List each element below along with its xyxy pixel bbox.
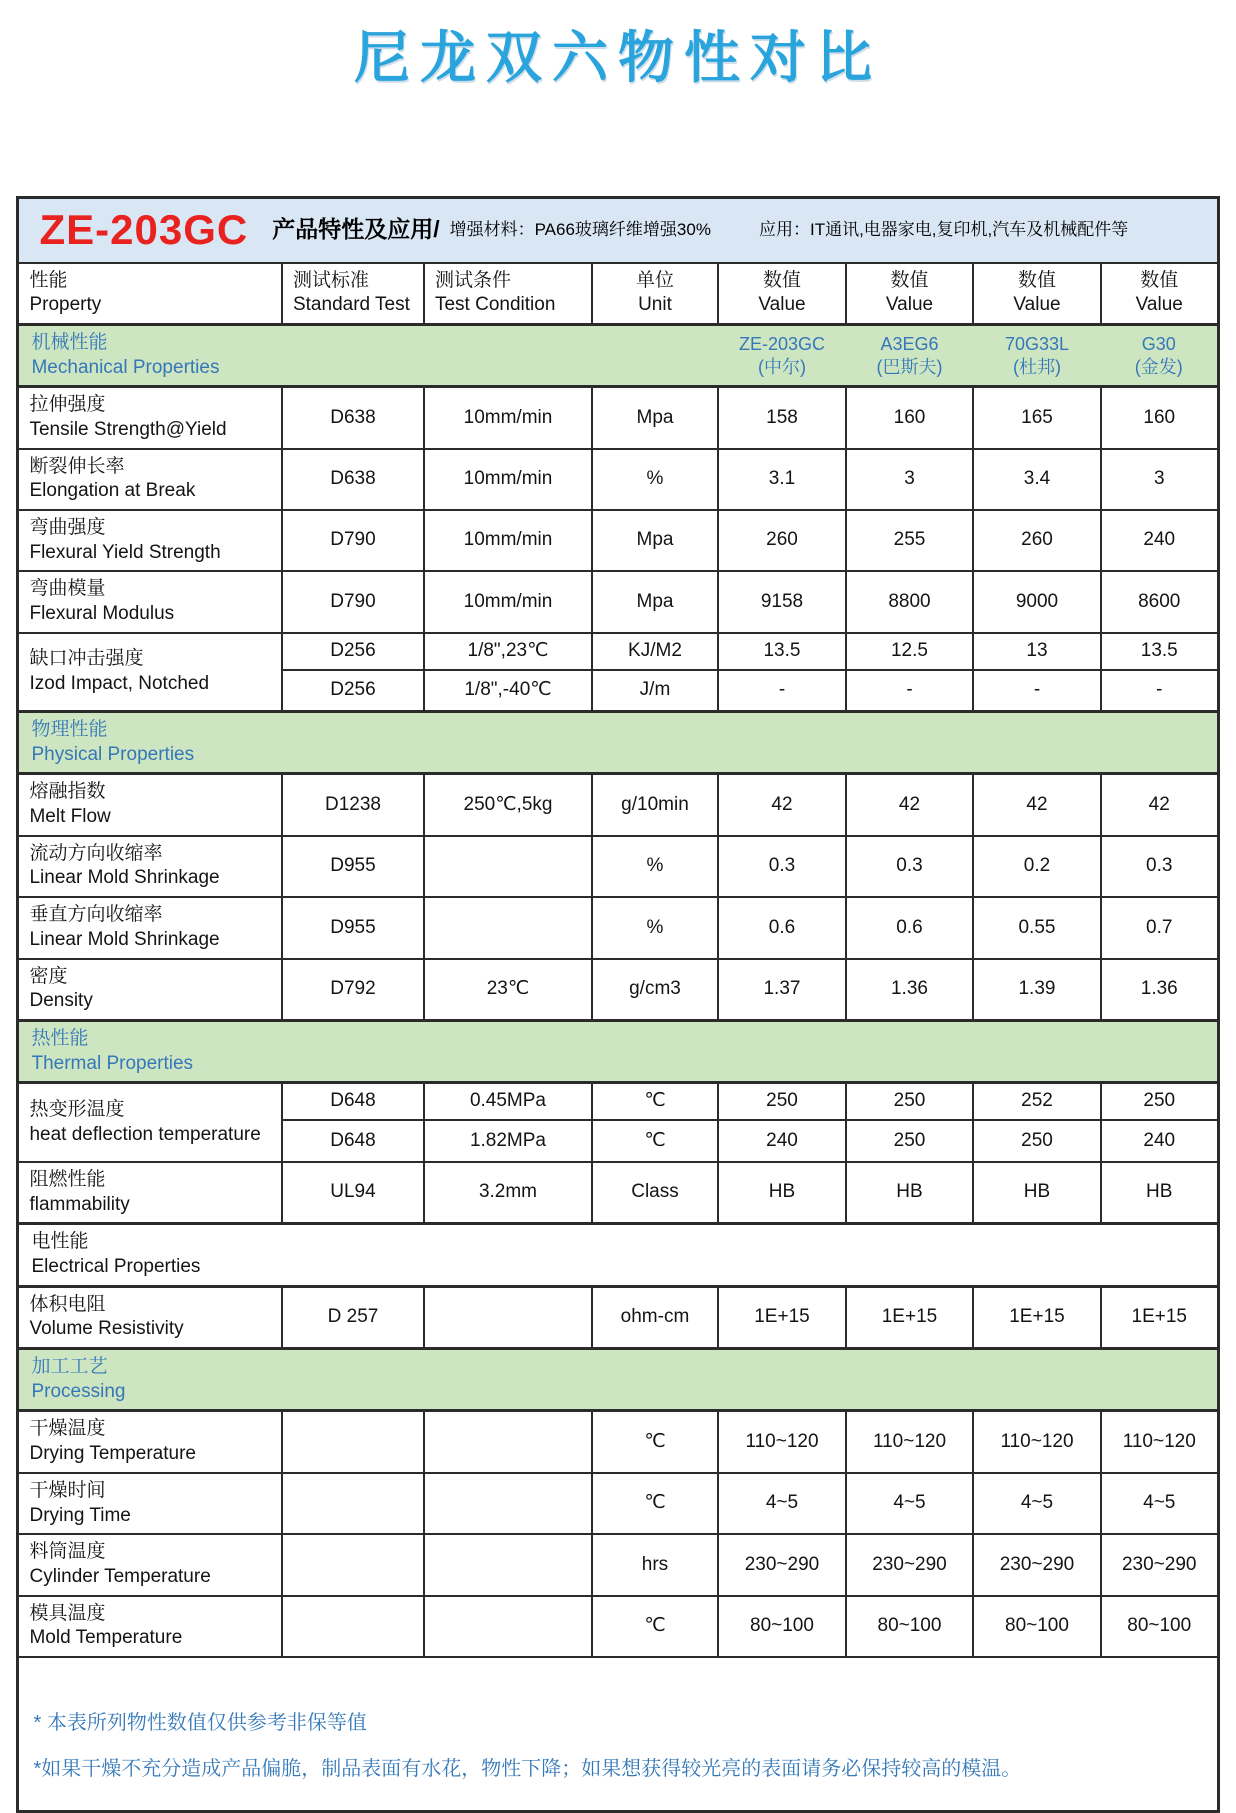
property-cell	[18, 1411, 282, 1473]
brand-maker: (巴斯夫)	[876, 356, 943, 377]
property-cell	[18, 571, 282, 632]
value-cell-3: -	[1101, 670, 1218, 712]
table-row	[18, 449, 1218, 510]
value-cell-3: 4~5	[1101, 1473, 1218, 1534]
condition-cell: 3.2mm	[424, 1162, 592, 1224]
property-cell	[18, 1083, 282, 1162]
footer-notes-row	[18, 1657, 1218, 1812]
value-cell-3: 0.7	[1101, 897, 1218, 958]
unit-cell: ohm-cm	[592, 1286, 718, 1348]
property-cell	[18, 1473, 282, 1534]
standard-cell	[282, 1473, 424, 1534]
standard-cell: D955	[282, 897, 424, 958]
condition-cell: 1/8",23℃	[424, 633, 592, 670]
property-zh: 模具温度	[29, 1602, 106, 1624]
product-material: 增强材料：PA66玻璃纤维增强30%	[449, 220, 711, 240]
property-en: flammability	[29, 1193, 130, 1215]
section-title-thermal	[18, 1020, 1218, 1082]
section-band-processing	[18, 1349, 1218, 1411]
property-en: Flexural Modulus	[29, 603, 175, 625]
section-title-en: Electrical Properties	[31, 1256, 201, 1278]
table-row	[18, 1534, 1218, 1595]
unit-cell: ℃	[592, 1083, 718, 1120]
col-header-standard: 测试标准 Standard Test	[282, 263, 424, 325]
value-cell-3: 230~290	[1101, 1534, 1218, 1595]
value-cell-0: 0.6	[718, 897, 846, 958]
value-cell-1: HB	[846, 1162, 973, 1224]
property-cell	[18, 633, 282, 712]
value-cell-3: 42	[1101, 774, 1218, 836]
section-title-en: Processing	[31, 1380, 126, 1402]
value-cell-3: 0.3	[1101, 836, 1218, 897]
unit-cell: ℃	[592, 1120, 718, 1162]
value-cell-1: 3	[846, 449, 973, 510]
property-en: Drying Time	[29, 1504, 131, 1526]
section-title-zh: 机械性能	[31, 331, 108, 353]
section-title-zh: 加工工艺	[31, 1356, 108, 1378]
condition-cell	[424, 897, 592, 958]
property-zh: 断裂伸长率	[29, 455, 125, 477]
value-cell-3: 240	[1101, 510, 1218, 571]
value-cell-2: 4~5	[973, 1473, 1101, 1534]
condition-cell	[424, 1473, 592, 1534]
condition-cell	[424, 1286, 592, 1348]
value-cell-1: 255	[846, 510, 973, 571]
unit-cell: g/10min	[592, 774, 718, 836]
column-header-row	[18, 263, 1218, 325]
section-title-en: Mechanical Properties	[31, 356, 220, 378]
section-band-mechanical	[18, 324, 1218, 386]
value-cell-1: 0.3	[846, 836, 973, 897]
value-cell-2: 110~120	[973, 1411, 1101, 1473]
unit-cell: KJ/M2	[592, 633, 718, 670]
condition-cell: 23℃	[424, 959, 592, 1021]
table-row	[18, 897, 1218, 958]
value-cell-1: 250	[846, 1083, 973, 1120]
value-cell-1: 8800	[846, 571, 973, 632]
value-cell-2: 42	[973, 774, 1101, 836]
property-zh: 流动方向收缩率	[29, 842, 163, 864]
standard-cell: D790	[282, 510, 424, 571]
condition-cell: 10mm/min	[424, 387, 592, 449]
value-cell-2: 1.39	[973, 959, 1101, 1021]
value-cell-1: 0.6	[846, 897, 973, 958]
property-en: Cylinder Temperature	[29, 1565, 211, 1587]
property-zh: 垂直方向收缩率	[29, 904, 163, 926]
table-row	[18, 387, 1218, 449]
value-cell-1: 12.5	[846, 633, 973, 670]
standard-cell: D648	[282, 1120, 424, 1162]
property-zh: 缺口冲击强度	[29, 648, 144, 670]
value-cell-2: 250	[973, 1120, 1101, 1162]
property-cell	[18, 774, 282, 836]
value-cell-1: 230~290	[846, 1534, 973, 1595]
value-cell-2: 165	[973, 387, 1101, 449]
property-zh: 热变形温度	[29, 1098, 125, 1120]
brand-header-2	[973, 324, 1101, 386]
value-cell-2: 0.55	[973, 897, 1101, 958]
property-zh: 弯曲模量	[29, 578, 106, 600]
property-zh: 干燥时间	[29, 1479, 106, 1501]
property-cell	[18, 1596, 282, 1657]
value-cell-3: 160	[1101, 387, 1218, 449]
value-cell-3: 110~120	[1101, 1411, 1218, 1473]
brand-code: G30	[1141, 334, 1176, 355]
property-en: Melt Flow	[29, 806, 111, 828]
footnote-1: * 本表所列物性数值仅供参考非保等值	[33, 1711, 367, 1734]
unit-cell: J/m	[592, 670, 718, 712]
value-cell-0: 250	[718, 1083, 846, 1120]
property-zh: 熔融指数	[29, 781, 106, 803]
value-cell-2: 1E+15	[973, 1286, 1101, 1348]
section-title-zh: 电性能	[31, 1231, 89, 1253]
table-row	[18, 633, 1218, 670]
page-title: 尼龙双六物性对比	[354, 26, 882, 89]
section-title-processing	[18, 1349, 1218, 1411]
brand-code: ZE-203GC	[738, 334, 825, 355]
standard-cell: D1238	[282, 774, 424, 836]
value-cell-3: 80~100	[1101, 1596, 1218, 1657]
product-feature-label: 产品特性及应用/	[272, 216, 440, 243]
brand-header-0	[718, 324, 846, 386]
condition-cell: 10mm/min	[424, 571, 592, 632]
value-cell-1: 80~100	[846, 1596, 973, 1657]
property-cell	[18, 836, 282, 897]
unit-cell: hrs	[592, 1534, 718, 1595]
property-zh: 密度	[29, 965, 68, 987]
section-title-mechanical	[18, 324, 718, 386]
section-band-electrical	[18, 1224, 1218, 1286]
col-header-unit: 单位 Unit	[592, 263, 718, 325]
value-cell-1: 42	[846, 774, 973, 836]
unit-cell: Mpa	[592, 387, 718, 449]
section-band-thermal	[18, 1020, 1218, 1082]
property-cell	[18, 387, 282, 449]
property-cell	[18, 510, 282, 571]
brand-maker: (杜邦)	[1012, 356, 1061, 377]
value-cell-2: 260	[973, 510, 1101, 571]
standard-cell: D638	[282, 449, 424, 510]
value-cell-0: 80~100	[718, 1596, 846, 1657]
section-title-zh: 热性能	[31, 1027, 89, 1049]
standard-cell: D638	[282, 387, 424, 449]
value-cell-0: 230~290	[718, 1534, 846, 1595]
value-cell-2: 0.2	[973, 836, 1101, 897]
col-header-condition: 测试条件 Test Condition	[424, 263, 592, 325]
col-header-value-3: 数值 Value	[973, 263, 1101, 325]
table-row	[18, 959, 1218, 1021]
value-cell-0: -	[718, 670, 846, 712]
unit-cell: %	[592, 449, 718, 510]
product-header-band	[18, 198, 1218, 263]
value-cell-1: -	[846, 670, 973, 712]
value-cell-3: HB	[1101, 1162, 1218, 1224]
standard-cell: UL94	[282, 1162, 424, 1224]
col-header-value-2: 数值 Value	[846, 263, 973, 325]
value-cell-0: 9158	[718, 571, 846, 632]
value-cell-0: 42	[718, 774, 846, 836]
standard-cell: D 257	[282, 1286, 424, 1348]
value-cell-0: 240	[718, 1120, 846, 1162]
unit-cell: %	[592, 836, 718, 897]
condition-cell	[424, 836, 592, 897]
table-row	[18, 774, 1218, 836]
table-row	[18, 1473, 1218, 1534]
table-row	[18, 1286, 1218, 1348]
value-cell-1: 1E+15	[846, 1286, 973, 1348]
table-body	[18, 324, 1218, 1657]
property-cell	[18, 449, 282, 510]
value-cell-3: 13.5	[1101, 633, 1218, 670]
property-en: Izod Impact, Notched	[29, 672, 210, 694]
standard-cell	[282, 1534, 424, 1595]
section-title-physical	[18, 712, 1218, 774]
unit-cell: ℃	[592, 1411, 718, 1473]
standard-cell	[282, 1596, 424, 1657]
unit-cell: Mpa	[592, 571, 718, 632]
value-cell-2: 230~290	[973, 1534, 1101, 1595]
property-en: Linear Mold Shrinkage	[29, 928, 220, 950]
value-cell-0: 1E+15	[718, 1286, 846, 1348]
property-zh: 料筒温度	[29, 1541, 106, 1563]
unit-cell: Class	[592, 1162, 718, 1224]
property-cell	[18, 1162, 282, 1224]
condition-cell: 0.45MPa	[424, 1083, 592, 1120]
properties-table	[16, 196, 1219, 1813]
value-cell-2: 252	[973, 1083, 1101, 1120]
property-en: Density	[29, 990, 93, 1012]
value-cell-2: 13	[973, 633, 1101, 670]
value-cell-1: 4~5	[846, 1473, 973, 1534]
property-en: Linear Mold Shrinkage	[29, 867, 220, 889]
brand-code: 70G33L	[1004, 334, 1070, 355]
value-cell-2: 9000	[973, 571, 1101, 632]
property-en: Elongation at Break	[29, 480, 196, 502]
product-code: ZE-203GC	[39, 206, 249, 253]
value-cell-1: 1.36	[846, 959, 973, 1021]
table-row	[18, 836, 1218, 897]
value-cell-2: -	[973, 670, 1101, 712]
property-en: heat deflection temperature	[29, 1123, 261, 1145]
table-row	[18, 571, 1218, 632]
product-application: 应用：IT通讯,电器家电,复印机,汽车及机械配件等	[758, 220, 1129, 240]
unit-cell: ℃	[592, 1473, 718, 1534]
value-cell-0: 110~120	[718, 1411, 846, 1473]
section-title-en: Thermal Properties	[31, 1052, 194, 1074]
property-zh: 干燥温度	[29, 1418, 106, 1440]
standard-cell: D955	[282, 836, 424, 897]
footnote-2: *如果干燥不充分造成产品偏脆，制品表面有水花，物性下降；如果想获得较光亮的表面请务必保持较高的模温。	[33, 1757, 1022, 1780]
brand-maker: (金发)	[1134, 356, 1183, 377]
col-header-value-1: 数值 Value	[718, 263, 846, 325]
standard-cell	[282, 1411, 424, 1473]
unit-cell: ℃	[592, 1596, 718, 1657]
property-en: Volume Resistivity	[29, 1318, 184, 1340]
condition-cell: 10mm/min	[424, 449, 592, 510]
unit-cell: g/cm3	[592, 959, 718, 1021]
table-row	[18, 1596, 1218, 1657]
value-cell-3: 240	[1101, 1120, 1218, 1162]
section-title-electrical	[18, 1224, 1218, 1286]
condition-cell	[424, 1596, 592, 1657]
unit-cell: %	[592, 897, 718, 958]
condition-cell: 10mm/min	[424, 510, 592, 571]
col-header-value-4: 数值 Value	[1101, 263, 1218, 325]
standard-cell: D256	[282, 670, 424, 712]
table-row	[18, 1162, 1218, 1224]
value-cell-0: 3.1	[718, 449, 846, 510]
value-cell-3: 3	[1101, 449, 1218, 510]
value-cell-0: 13.5	[718, 633, 846, 670]
section-title-zh: 物理性能	[31, 719, 108, 741]
brand-code: A3EG6	[880, 334, 939, 355]
property-en: Tensile Strength@Yield	[29, 419, 227, 441]
value-cell-3: 1.36	[1101, 959, 1218, 1021]
table-row	[18, 1411, 1218, 1473]
value-cell-1: 160	[846, 387, 973, 449]
value-cell-1: 250	[846, 1120, 973, 1162]
standard-cell: D648	[282, 1083, 424, 1120]
condition-cell	[424, 1534, 592, 1595]
value-cell-2: 3.4	[973, 449, 1101, 510]
value-cell-3: 250	[1101, 1083, 1218, 1120]
property-cell	[18, 959, 282, 1021]
property-cell	[18, 1534, 282, 1595]
value-cell-2: HB	[973, 1162, 1101, 1224]
unit-cell: Mpa	[592, 510, 718, 571]
property-en: Drying Temperature	[29, 1443, 196, 1465]
value-cell-0: 0.3	[718, 836, 846, 897]
value-cell-3: 8600	[1101, 571, 1218, 632]
value-cell-0: HB	[718, 1162, 846, 1224]
condition-cell: 1.82MPa	[424, 1120, 592, 1162]
condition-cell	[424, 1411, 592, 1473]
col-header-property: 性能 Property	[18, 263, 282, 325]
value-cell-0: 4~5	[718, 1473, 846, 1534]
property-zh: 弯曲强度	[29, 517, 106, 539]
property-zh: 拉伸强度	[29, 394, 106, 416]
brand-header-3	[1101, 324, 1218, 386]
table-row	[18, 510, 1218, 571]
condition-cell: 1/8",-40℃	[424, 670, 592, 712]
value-cell-0: 1.37	[718, 959, 846, 1021]
table-row	[18, 1083, 1218, 1120]
value-cell-2: 80~100	[973, 1596, 1101, 1657]
section-band-physical	[18, 712, 1218, 774]
standard-cell: D790	[282, 571, 424, 632]
value-cell-0: 158	[718, 387, 846, 449]
property-zh: 阻燃性能	[29, 1168, 106, 1190]
standard-cell: D256	[282, 633, 424, 670]
property-cell	[18, 897, 282, 958]
value-cell-3: 1E+15	[1101, 1286, 1218, 1348]
section-title-en: Physical Properties	[31, 743, 195, 765]
value-cell-1: 110~120	[846, 1411, 973, 1473]
property-zh: 体积电阻	[29, 1293, 106, 1315]
brand-maker: (中尔)	[757, 356, 806, 377]
property-en: Mold Temperature	[29, 1627, 183, 1649]
property-cell	[18, 1286, 282, 1348]
value-cell-0: 260	[718, 510, 846, 571]
property-en: Flexural Yield Strength	[29, 541, 221, 563]
condition-cell: 250℃,5kg	[424, 774, 592, 836]
standard-cell: D792	[282, 959, 424, 1021]
brand-header-1	[846, 324, 973, 386]
